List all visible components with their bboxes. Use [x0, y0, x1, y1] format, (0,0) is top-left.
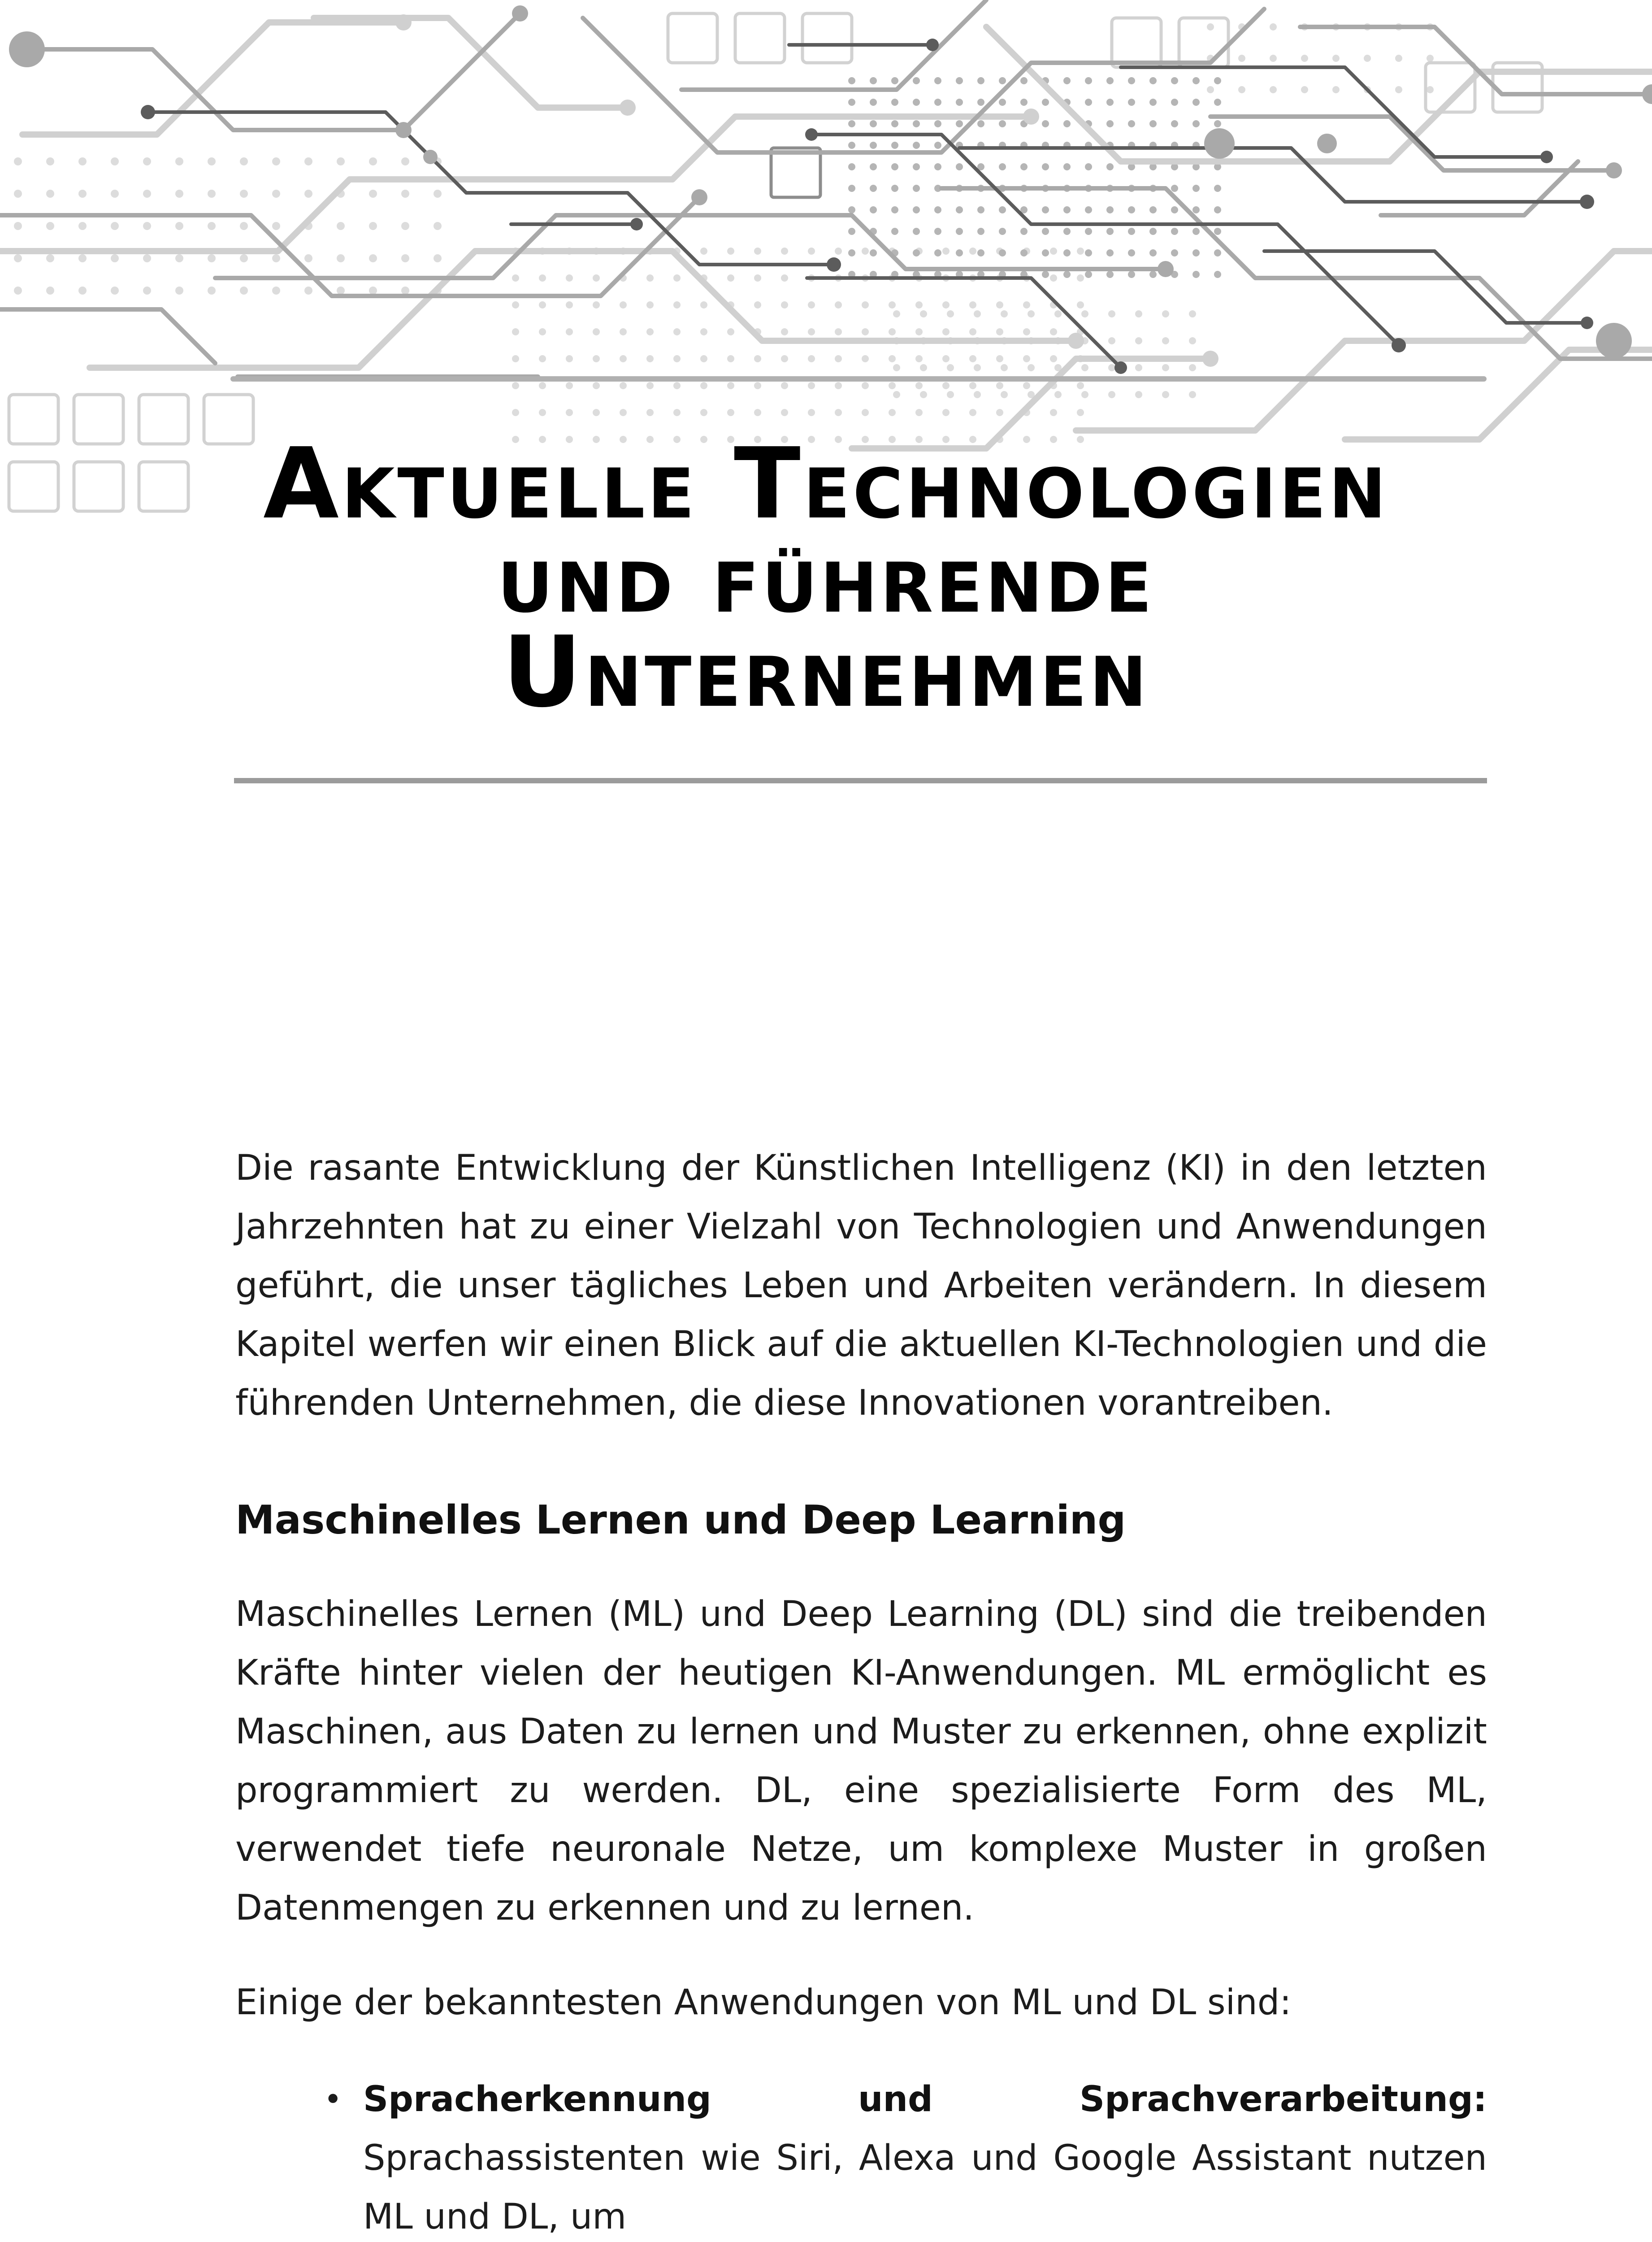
- chapter-title: Aktuelle Technologien und führende Unternehmen: [263, 427, 1389, 729]
- applications-list: [235, 2070, 1487, 2242]
- intro-paragraph: Die rasante Entwicklung der Künstlichen Intelligenz (KI) in den letzten Jahrzehnten hat zu einer Vielzahl von Technologien und Anwendungen geführt, die unser tägliches Leben und Arbeiten verändern. In diesem Kapitel werfen wir einen Blick auf die aktuellen KI-Technologien und die führenden Unternehmen, die diese Innovationen vorantreiben.: [235, 1148, 1487, 1423]
- list-item: [324, 2070, 1487, 2242]
- list-item-text: Sprachassistenten wie Siri, Alexa und Google Assistant nutzen ML und DL, um: [363, 2138, 1487, 2237]
- chapter-body: [235, 1139, 1487, 2242]
- section-heading: Maschinelles Lernen und Deep Learning: [235, 1497, 1126, 1543]
- bullet-icon: •: [324, 2081, 343, 2118]
- section-paragraph: Maschinelles Lernen (ML) und Deep Learning (DL) sind die treibenden Kräfte hinter vielen der heutigen KI-Anwendungen. ML ermöglicht es Maschinen, aus Daten zu lernen und Muster zu erkennen, ohne explizit programmiert zu werden. DL, eine spezialisierte Form des ML, verwendet tiefe neuronale Netze, um komplexe Muster in großen Datenmengen zu erkennen und zu lernen.: [235, 1594, 1487, 1928]
- title-divider: [234, 778, 1487, 783]
- list-intro: Einige der bekanntesten Anwendungen von ML und DL sind:: [235, 1982, 1292, 2023]
- list-item-term: Spracherkennung und Sprachverarbeitung:: [363, 2079, 1487, 2120]
